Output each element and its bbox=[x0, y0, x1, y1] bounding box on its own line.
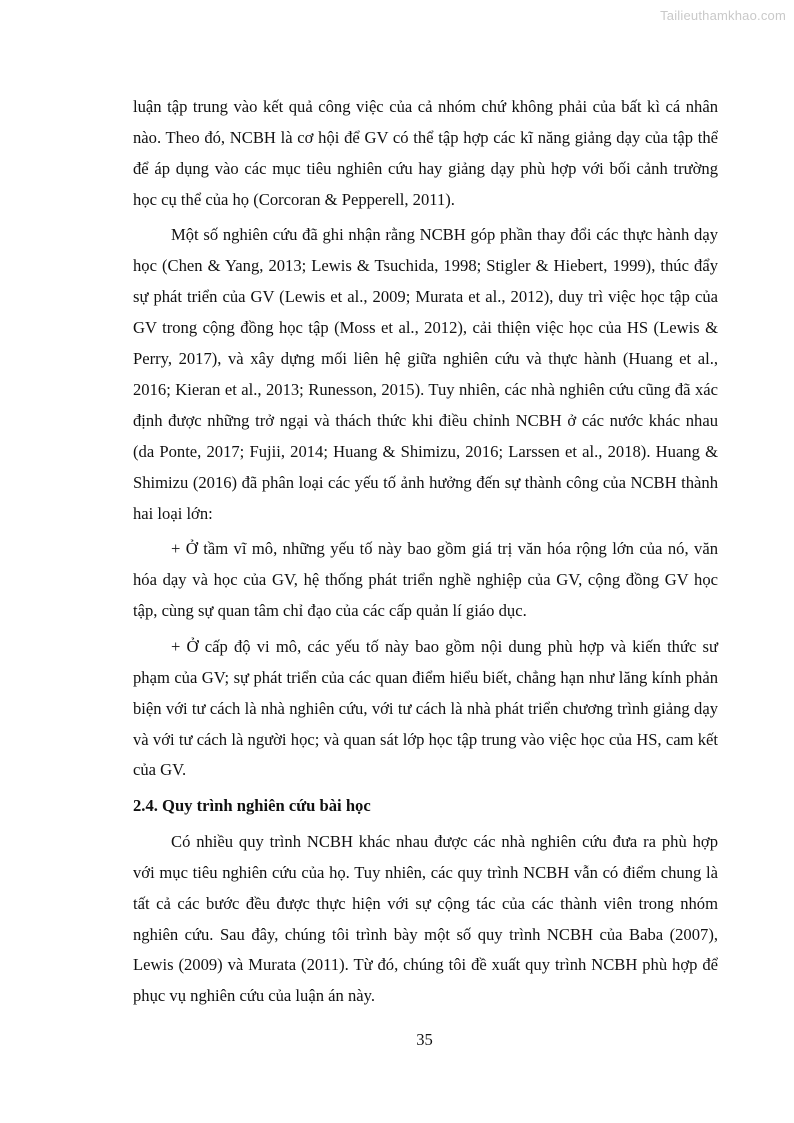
section-heading: 2.4. Quy trình nghiên cứu bài học bbox=[133, 796, 371, 816]
paragraph-micro-factors: + Ở cấp độ vi mô, các yếu tố này bao gồm nội dung phù hợp và kiến thức sư phạm của GV; sự phát triển của các quan điểm hiểu biết, chẳng hạn như lăng kính phản biện với tư cách là nhà nghiên cứu, với tư cách là nhà phát triển chương trình giảng dạy và với tư cách là người học; và quan sát lớp học tập trung vào việc học của HS, cam kết của GV. bbox=[133, 636, 718, 780]
watermark: Tailieuthamkhao.com bbox=[660, 8, 786, 23]
page-body bbox=[133, 92, 718, 1017]
paragraph-research-findings: Một số nghiên cứu đã ghi nhận rằng NCBH góp phần thay đổi các thực hành dạy học (Chen & Yang, 2013; Lewis & Tsuchida, 1998; Stigler & Hiebert, 1999), thúc đẩy sự phát triển của GV (Lewis et al., 2009; Murata et al., 2012), duy trì việc học tập của GV trong cộng đồng học tập (Moss et al., 2012), cải thiện việc học của HS (Lewis & Perry, 2017), và xây dựng mối liên hệ giữa nghiên cứu và thực hành (Huang et al., 2016; Kieran et al., 2013; Runesson, 2015). Tuy nhiên, các nhà nghiên cứu cũng đã xác định được những trở ngại và thách thức khi điều chỉnh NCBH ở các nước khác nhau (da Ponte, 2017; Fujii, 2014; Huang & Shimizu, 2016; Larssen et al., 2018). Huang & Shimizu (2016) đã phân loại các yếu tố ảnh hưởng đến sự thành công của NCBH thành hai loại lớn: bbox=[133, 225, 718, 523]
page-number: 35 bbox=[416, 1030, 433, 1049]
paragraph-section-intro: Có nhiều quy trình NCBH khác nhau được các nhà nghiên cứu đưa ra phù hợp với mục tiêu nghiên cứu của họ. Tuy nhiên, các quy trình NCBH vẫn có điểm chung là tất cả các bước đều được thực hiện với sự cộng tác của các thành viên trong nhóm nghiên cứu. Sau đây, chúng tôi trình bày một số quy trình NCBH của Baba (2007), Lewis (2009) và Murata (2011). Từ đó, chúng tôi đề xuất quy trình NCBH phù hợp để phục vụ nghiên cứu của luận án này. bbox=[133, 831, 718, 1006]
paragraph-continuation: luận tập trung vào kết quả công việc của cả nhóm chứ không phải của bất kì cá nhân nào. Theo đó, NCBH là cơ hội để GV có thể tập hợp các kĩ năng giảng dạy của tập thể để áp dụng vào các mục tiêu nghiên cứu hay giảng dạy phù hợp với bối cảnh trường học cụ thể của họ (Corcoran & Pepperell, 2011). bbox=[133, 97, 718, 209]
paragraph-macro-factors: + Ở tầm vĩ mô, những yếu tố này bao gồm giá trị văn hóa rộng lớn của nó, văn hóa dạy và học của GV, hệ thống phát triển nghề nghiệp của GV, cộng đồng GV học tập, cùng sự quan tâm chỉ đạo của các cấp quản lí giáo dục. bbox=[133, 539, 718, 621]
